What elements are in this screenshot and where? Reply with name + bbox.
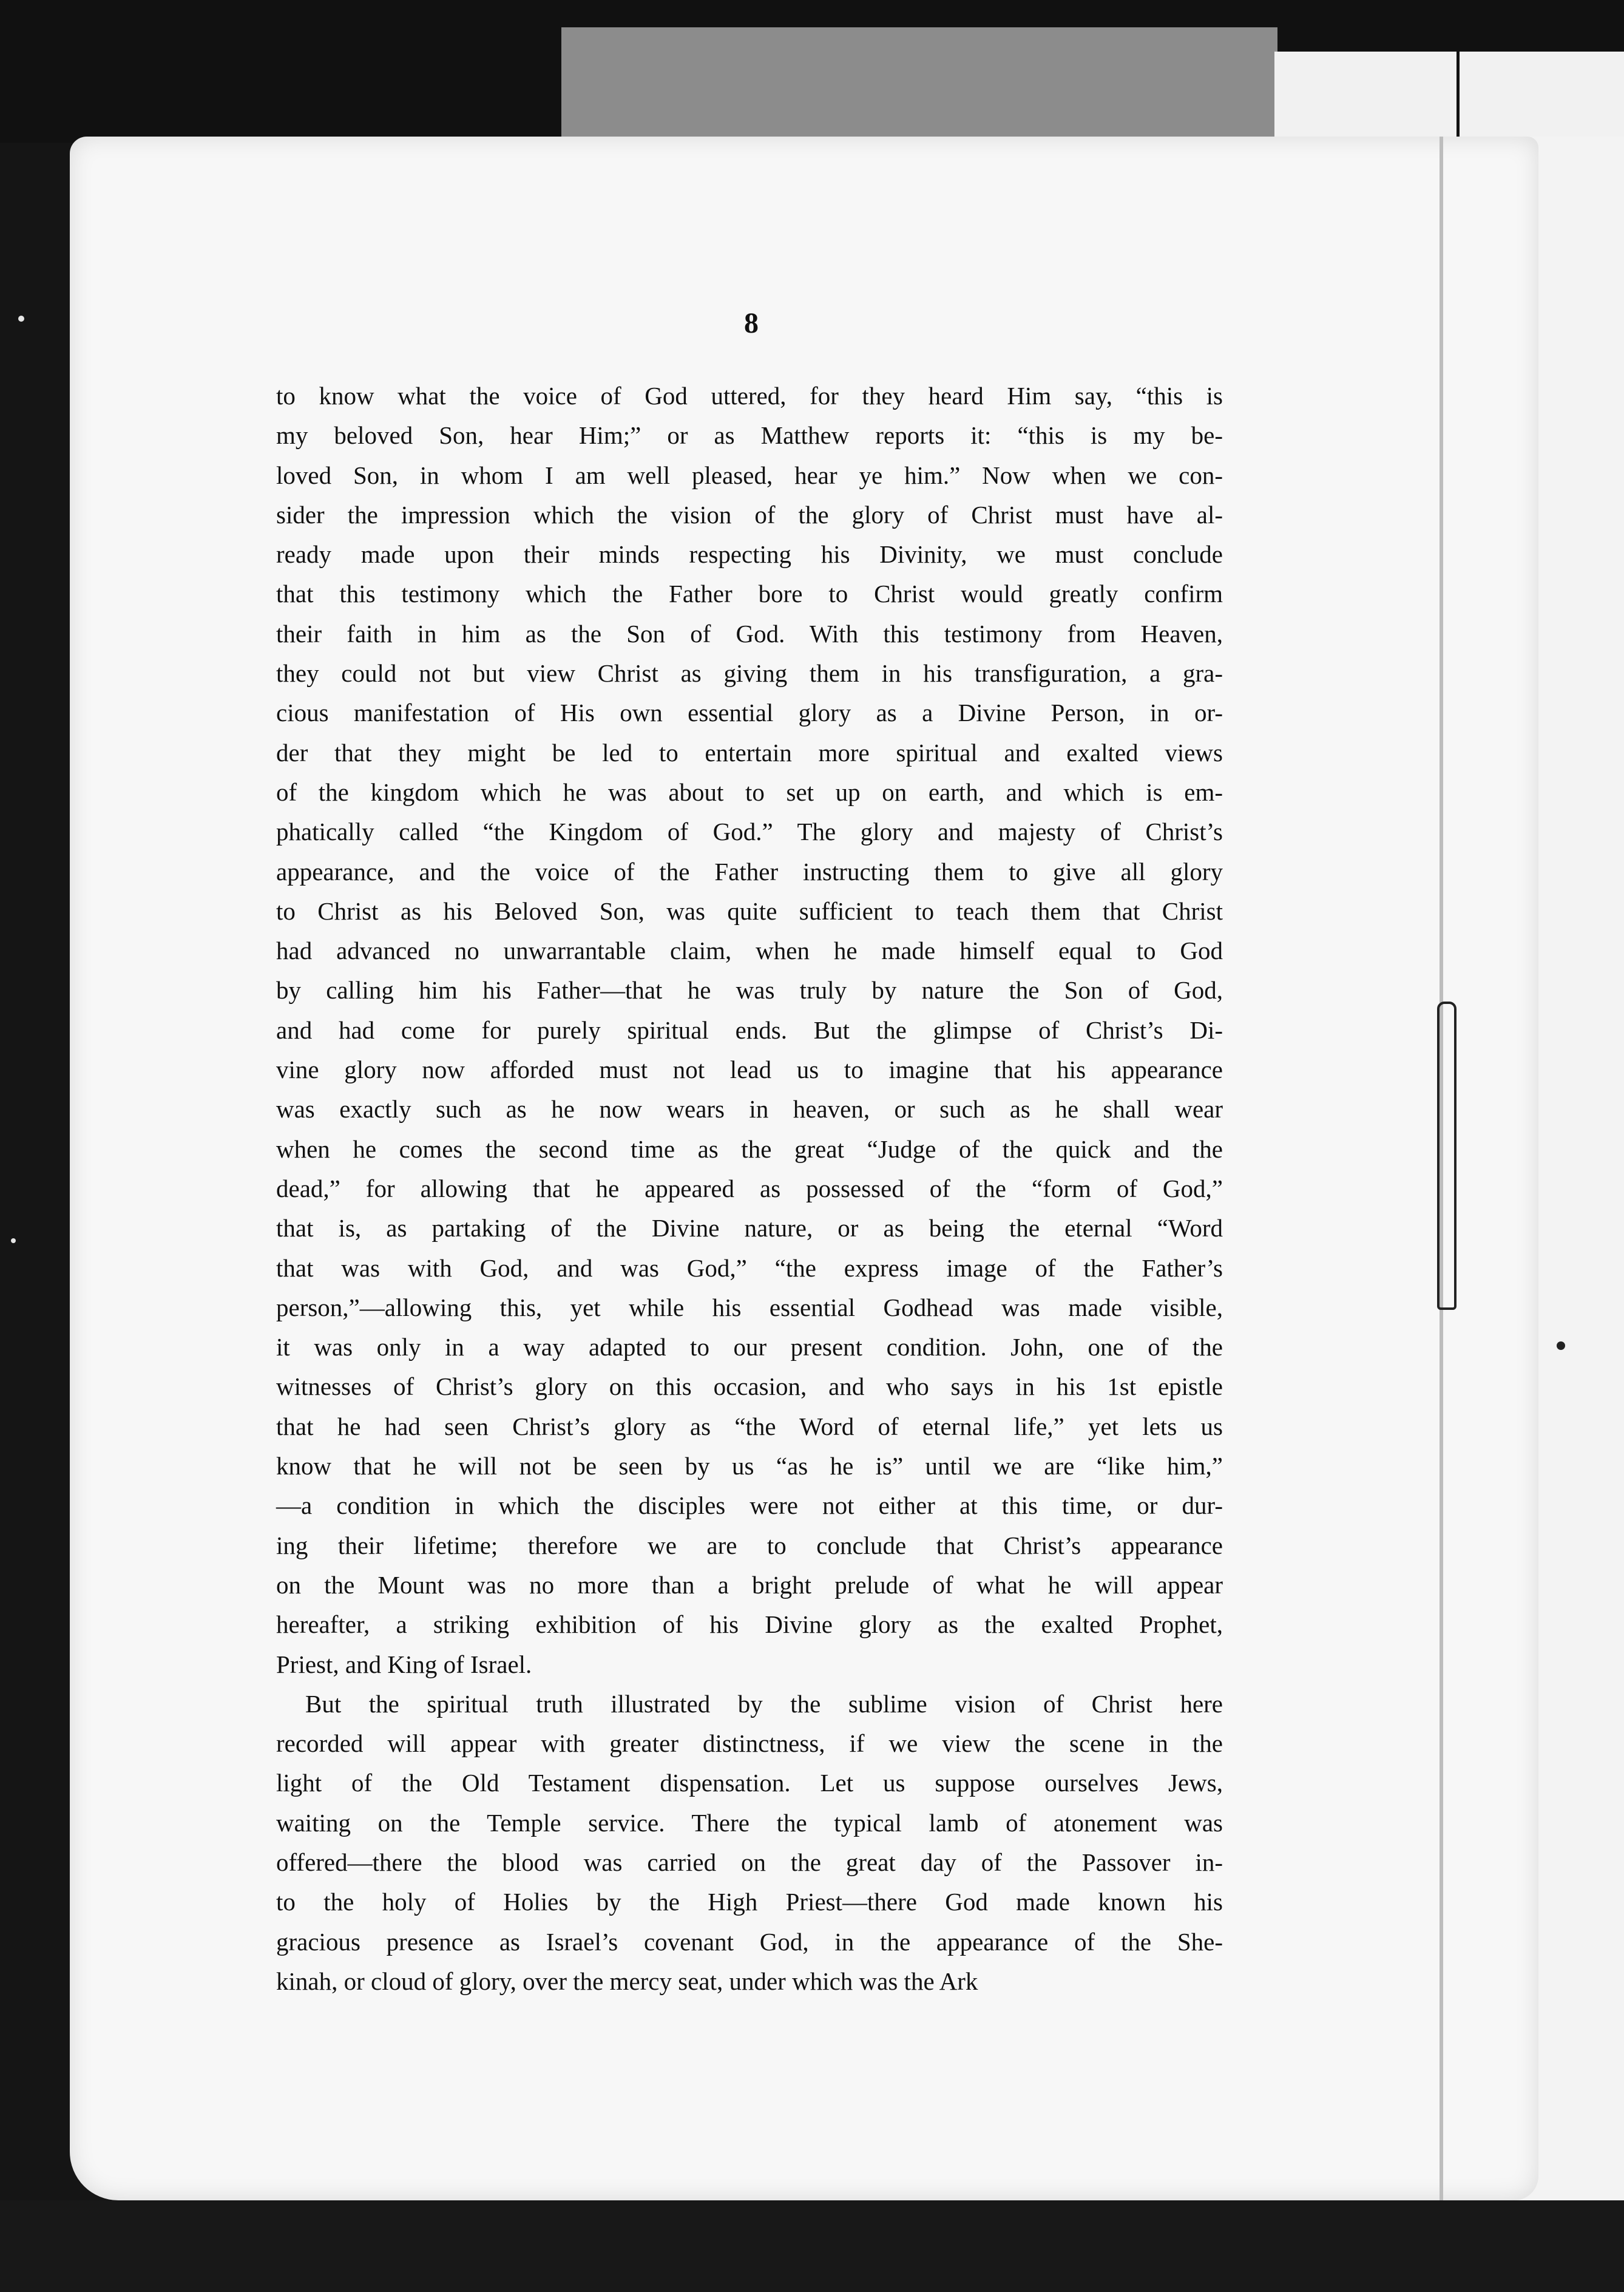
text-line: offered—there the blood was carried on the great day of the Passover in- [276,1848,1223,1876]
text-line: hereafter, a striking exhibition of his Divine glory as the exalted Prophet, [276,1610,1223,1639]
text-line: vine glory now afforded must not lead us to imagine that his appearance [276,1056,1223,1084]
text-line: recorded will appear with greater distinctness, if we view the scene in the [276,1729,1223,1758]
dust-speck [11,1238,16,1243]
text-line: had advanced no unwarrantable claim, when he made himself equal to God [276,937,1223,965]
text-line: kinah, or cloud of glory, over the mercy seat, under which was the Ark [276,1967,978,1995]
body-text [276,376,1223,2001]
clip-mark [1437,1002,1457,1310]
text-line: they could not but view Christ as giving them in his transfiguration, a gra- [276,659,1223,688]
text-line: that is, as partaking of the Divine nature, or as being the eternal “Word [276,1214,1223,1243]
text-line: appearance, and the voice of the Father instructing them to give all glory [276,857,1223,886]
text-line: phatically called “the Kingdom of God.” The glory and majesty of Christ’s [276,818,1223,846]
text-line: that this testimony which the Father bore to Christ would greatly confirm [276,580,1223,608]
text-line: of the kingdom which he was about to set up on earth, and which is em- [276,778,1223,806]
text-line: by calling him his Father—that he was truly by nature the Son of God, [276,976,1223,1005]
text-line: their faith in him as the Son of God. With this testimony from Heaven, [276,619,1223,648]
page-number: 8 [744,307,759,339]
text-line: that he had seen Christ’s glory as “the Word of eternal life,” yet lets us [276,1412,1223,1440]
text-line: dead,” for allowing that he appeared as possessed of the “form of God,” [276,1174,1223,1202]
text-line: loved Son, in whom I am well pleased, hear ye him.” Now when we con- [276,461,1223,489]
text-line: my beloved Son, hear Him;” or as Matthew reports it: “this is my be- [276,421,1223,450]
paragraph [276,376,1223,1684]
text-line: But the spiritual truth illustrated by the sublime vision of Christ here [305,1689,1223,1718]
text-line: to the holy of Holies by the High Priest—there God made known his [276,1888,1223,1916]
text-line: waiting on the Temple service. There the typical lamb of atonement was [276,1808,1223,1837]
text-line: —a condition in which the disciples were not either at this time, or dur- [276,1491,1223,1520]
text-line: ing their lifetime; therefore we are to conclude that Christ’s appearance [276,1531,1223,1559]
text-line: and had come for purely spiritual ends. But the glimpse of Christ’s Di- [276,1015,1223,1044]
dust-speck [18,316,24,322]
text-line: to Christ as his Beloved Son, was quite sufficient to teach them that Christ [276,897,1223,925]
text-line: that was with God, and was God,” “the express image of the Father’s [276,1253,1223,1282]
paragraph [276,1684,1223,2001]
text-line: sider the impression which the vision of the glory of Christ must have al- [276,500,1223,529]
text-line: was exactly such as he now wears in heaven, or such as he shall wear [276,1095,1223,1124]
text-line: to know what the voice of God uttered, for they heard Him say, “this is [276,382,1223,410]
text-line: on the Mount was no more than a bright prelude of what he will appear [276,1570,1223,1599]
text-line: witnesses of Christ’s glory on this occasion, and who says in his 1st epistle [276,1372,1223,1401]
dust-speck [1557,1341,1565,1350]
text-line: when he comes the second time as the great “Judge of the quick and the [276,1134,1223,1163]
text-line: cious manifestation of His own essential glory as a Divine Person, in or- [276,699,1223,727]
text-line: ready made upon their minds respecting his Divinity, we must conclude [276,540,1223,569]
text-line: der that they might be led to entertain more spiritual and exalted views [276,738,1223,767]
text-line: it was only in a way adapted to our present condition. John, one of the [276,1333,1223,1361]
scan-strip-mid [561,27,1277,137]
scan-strip-light-right [1460,52,1624,137]
text-line: Priest, and King of Israel. [276,1650,532,1678]
text-line: know that he will not be seen by us “as he is” until we are “like him,” [276,1452,1223,1480]
text-line: person,”—allowing this, yet while his essential Godhead was made visible, [276,1293,1223,1321]
scan-strip-light [1274,52,1457,137]
text-line: gracious presence as Israel’s covenant God, in the appearance of the She- [276,1927,1223,1956]
text-line: light of the Old Testament dispensation. Let us suppose ourselves Jews, [276,1769,1223,1797]
scan-background-bottom [0,2200,1624,2292]
